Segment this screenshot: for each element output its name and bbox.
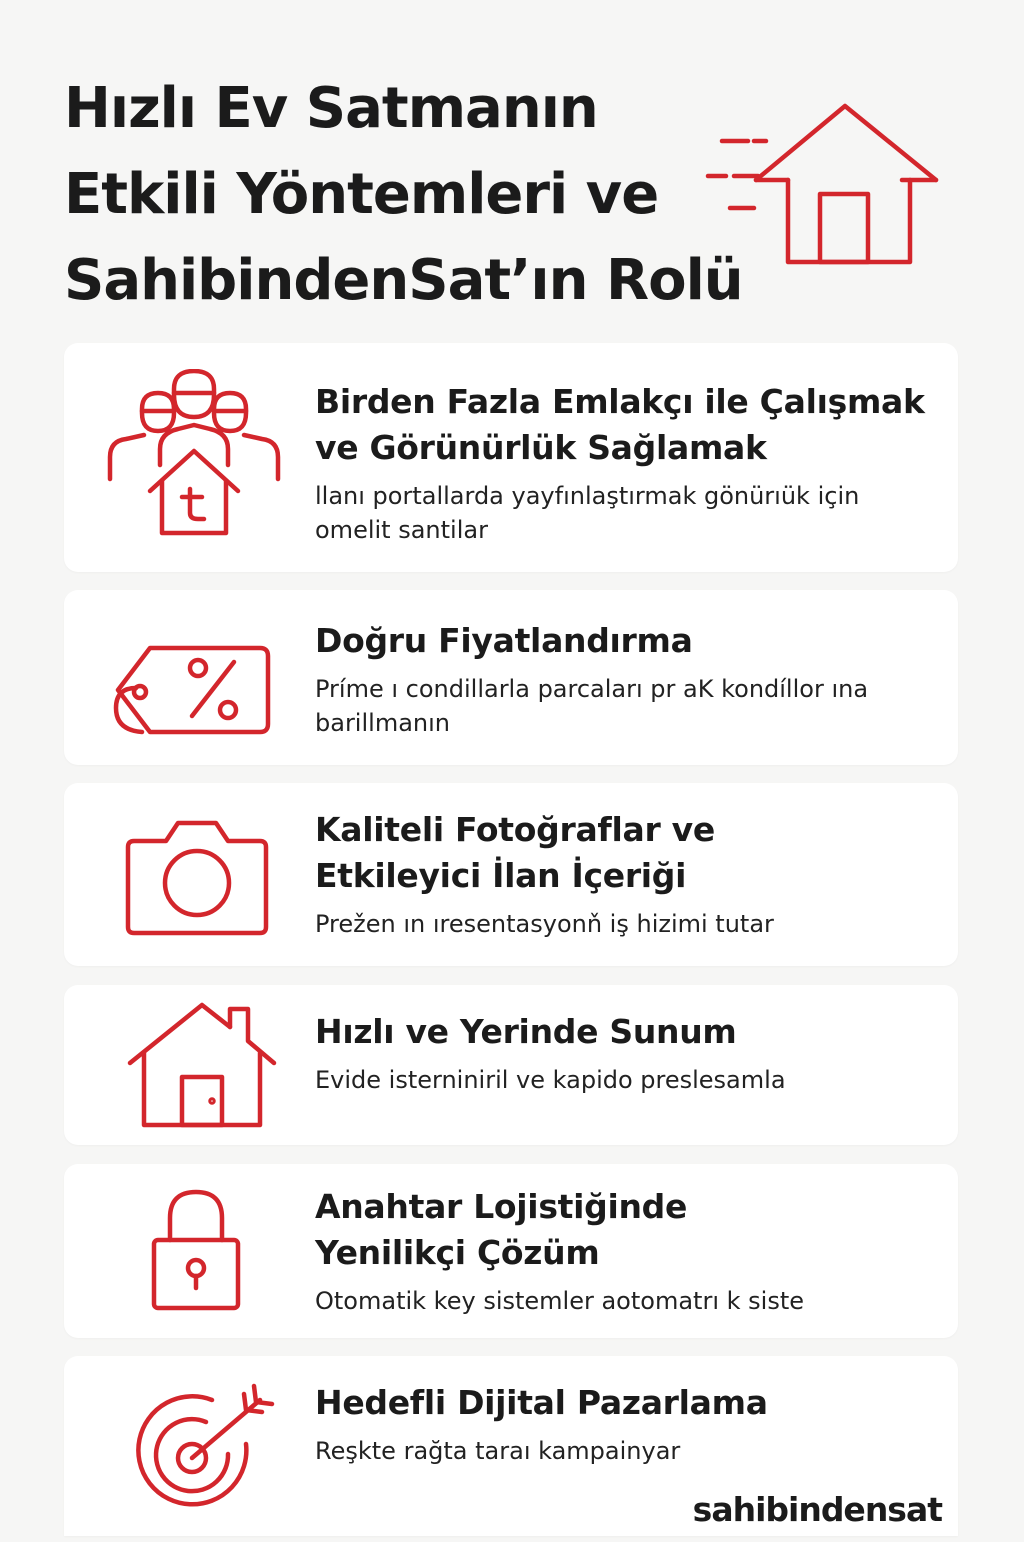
page-title-line-2: Etkili Yöntemleri ve	[64, 162, 659, 227]
item-title-line: Yenilikçi Çözüm	[315, 1233, 600, 1272]
item-title-line: Kaliteli Fotoğraflar ve	[315, 810, 715, 849]
item-description: Otomatik key sistemler aotomatrı k siste	[315, 1287, 804, 1315]
price-tag-percent-icon	[104, 588, 284, 768]
item-title-line: Hedefli Dijital Pazarlama	[315, 1383, 768, 1422]
house-icon	[104, 975, 284, 1155]
page-title	[64, 66, 743, 324]
item-title	[315, 807, 934, 899]
item-title	[315, 1380, 934, 1426]
page-title-line-1: Hızlı Ev Satmanın	[64, 76, 598, 141]
item-title-line: Doğru Fiyatlandırma	[315, 621, 693, 660]
house-with-speed-lines-icon	[700, 96, 950, 276]
item-title-line: Birden Fazla Emlakçı ile Çalışmak	[315, 382, 925, 421]
item-title	[315, 618, 934, 664]
item-title-line: ve Görünürlük Sağlamak	[315, 428, 767, 467]
item-description: Reşkte rağta taraı kampainyar	[315, 1437, 681, 1465]
list-item	[64, 1164, 958, 1338]
list-item	[64, 985, 958, 1145]
item-title-line: Hızlı ve Yerinde Sunum	[315, 1012, 737, 1051]
item-description: Prežen ın ıresentasyonň iş hizimi tutar	[315, 910, 774, 938]
camera-icon	[104, 785, 284, 965]
item-title	[315, 1184, 934, 1276]
list-item	[64, 590, 958, 765]
item-description: llanı portallarda yayfınlaştırmak gönürıük için omelit santilar	[315, 482, 860, 544]
agents-house-icon	[104, 369, 284, 549]
list-item	[64, 783, 958, 966]
item-title-line: Etkileyici İlan İçeriği	[315, 856, 687, 895]
brand-logo-text: sahibindensat	[692, 1490, 942, 1529]
page-title-line-3: SahibindenSat’ın Rolü	[64, 248, 743, 313]
list-item	[64, 343, 958, 572]
item-description: Evide isterninir‌il ve kapido preslesamla	[315, 1066, 786, 1094]
item-title	[315, 1009, 934, 1055]
item-title	[315, 379, 934, 471]
target-arrow-icon	[104, 1362, 284, 1542]
padlock-icon	[104, 1160, 284, 1340]
item-description: Príme ı condillarla parcaları pr aK kondíllor ına barillmanın	[315, 675, 869, 737]
item-title-line: Anahtar Lojistiğinde	[315, 1187, 688, 1226]
